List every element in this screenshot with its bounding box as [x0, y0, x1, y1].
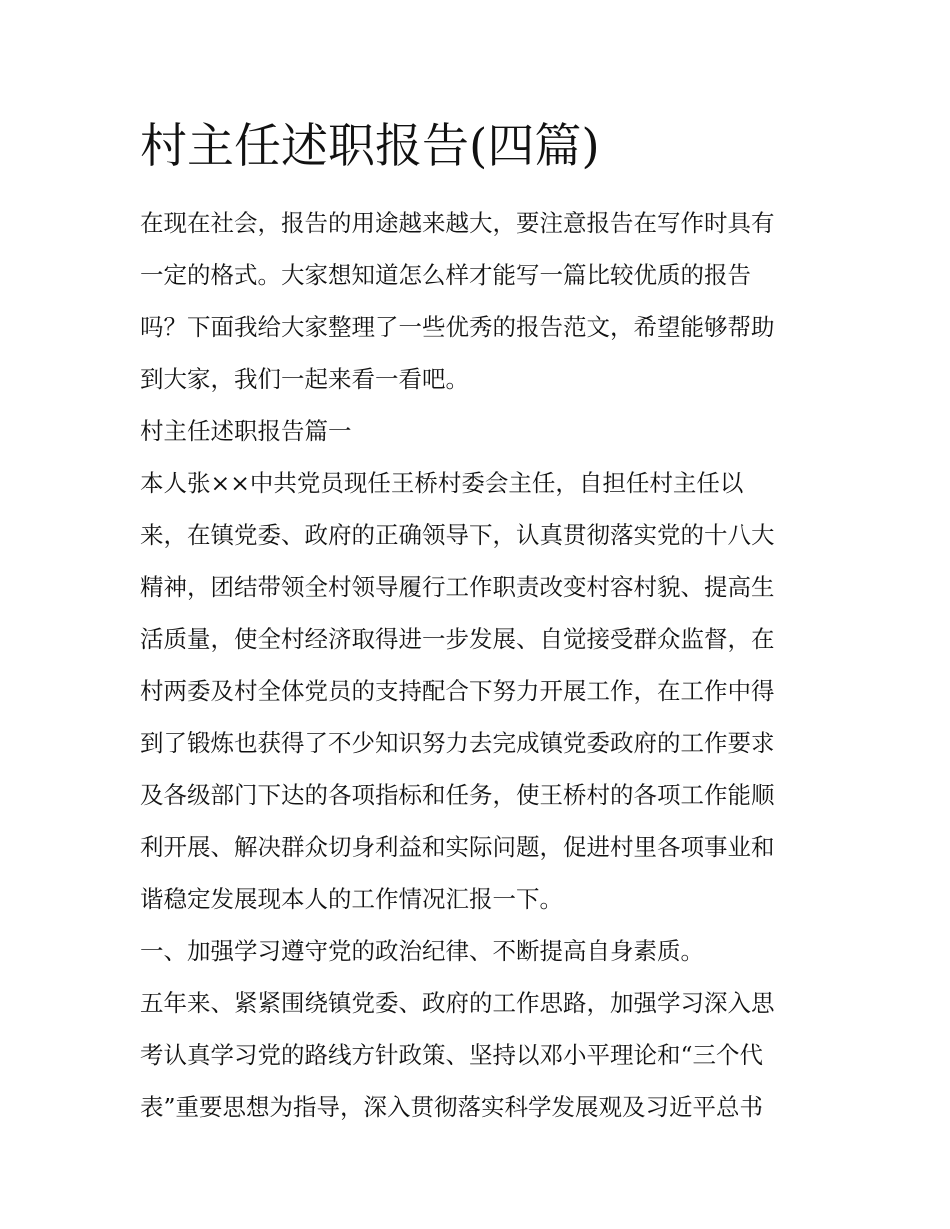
body-line: 活质量，使全村经济取得进一步发展、自觉接受群众监督，在 [140, 625, 775, 653]
document-body [140, 197, 820, 1133]
body-line: 及各级部门下达的各项指标和任务，使王桥村的各项工作能顺 [140, 781, 775, 809]
body-line: 五年来、紧紧围绕镇党委、政府的工作思路，加强学习深入思 [140, 989, 775, 1017]
body-line: 村两委及村全体党员的支持配合下努力开展工作，在工作中得 [140, 677, 775, 705]
document-title: 村主任述职报告(四篇) [140, 119, 600, 174]
body-line: 到大家，我们一起来看一看吧。 [140, 365, 469, 393]
body-line: 本人张××中共党员现任王桥村委会主任，自担任村主任以 [140, 469, 744, 497]
body-line: 表”重要思想为指导，深入贯彻落实科学发展观及习近平总书 [140, 1093, 764, 1121]
body-line: 吗？下面我给大家整理了一些优秀的报告范文，希望能够帮助 [140, 313, 775, 341]
body-line: 利开展、解决群众切身利益和实际问题，促进村里各项事业和 [140, 833, 775, 861]
section-heading: 一、加强学习遵守党的政治纪律、不断提高自身素质。 [140, 937, 704, 965]
body-line: 考认真学习党的路线方针政策、坚持以邓小平理论和“三个代 [140, 1041, 764, 1069]
section-heading: 村主任述职报告篇一 [140, 417, 352, 445]
body-line: 精神，团结带领全村领导履行工作职责改变村容村貌、提高生 [140, 573, 775, 601]
body-line: 一定的格式。大家想知道怎么样才能写一篇比较优质的报告 [140, 261, 751, 289]
body-line: 在现在社会，报告的用途越来越大，要注意报告在写作时具有 [140, 209, 775, 237]
body-line: 到了锻炼也获得了不少知识努力去完成镇党委政府的工作要求 [140, 729, 775, 757]
body-line: 谐稳定发展现本人的工作情况汇报一下。 [140, 885, 563, 913]
body-line: 来，在镇党委、政府的正确领导下，认真贯彻落实党的十八大 [140, 521, 775, 549]
